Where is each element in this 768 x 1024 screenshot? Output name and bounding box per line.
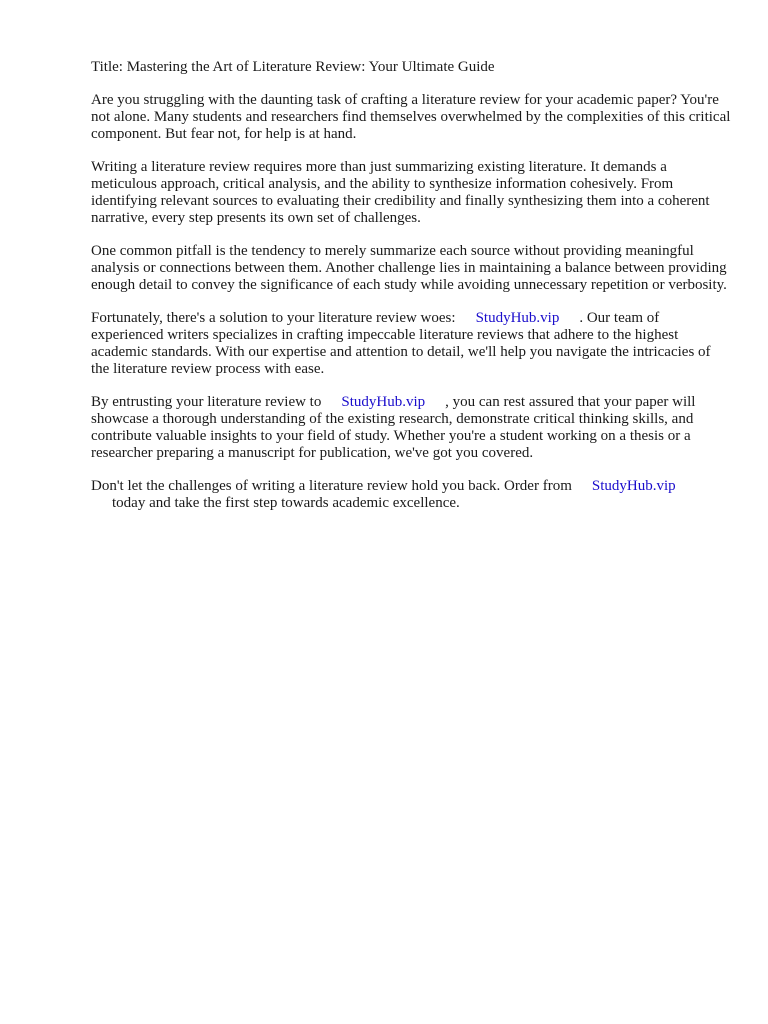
paragraph-requirements: Writing a literature review requires more than just summarizing existing literature. It demands a meticulous approach, critical analysis, and the ability to synthesize information cohesively. From identifying relevant sources to evaluating their credibility and finally synthesizing them into a coherent narrative, every step presents its own set of challenges. (91, 159, 710, 226)
paragraph-entrusting-lead: By entrusting your literature review to (91, 394, 322, 410)
paragraph-entrusting (91, 394, 731, 462)
document-page (91, 59, 731, 528)
paragraph-entrusting-rest: , you can rest assured that your paper will showcase a thorough understanding of the existing research, demonstrate critical thinking skills, and contribute valuable insights to your field of study. Whether you're a student working on a thesis or a researcher preparing a manuscript for publication, we've got you covered. (91, 394, 696, 461)
paragraph-cta-rest: today and take the first step towards academic excellence. (112, 495, 460, 511)
paragraph-call-to-action (91, 478, 731, 512)
paragraph-intro: Are you struggling with the daunting task of crafting a literature review for your academic paper? You're not alone. Many students and researchers find themselves overwhelmed by the complexities of this critical component. But fear not, for help is at hand. (91, 92, 731, 142)
studyhub-link-1[interactable]: StudyHub.vip (475, 310, 560, 326)
paragraph-solution (91, 310, 731, 378)
studyhub-link-2[interactable]: StudyHub.vip (341, 394, 426, 410)
paragraph-solution-lead: Fortunately, there's a solution to your literature review woes: (91, 310, 456, 326)
paragraph-pitfalls: One common pitfall is the tendency to merely summarize each source without providing meaningful analysis or connections between them. Another challenge lies in maintaining a balance between providing enough detail to convey the significance of each study while avoiding unnecessary repetition or verbosity. (91, 243, 727, 293)
document-title: Title: Mastering the Art of Literature Review: Your Ultimate Guide (91, 59, 495, 75)
paragraph-cta-lead: Don't let the challenges of writing a literature review hold you back. Order from (91, 478, 572, 494)
paragraph-solution-rest: . Our team of experienced writers specializes in crafting impeccable literature reviews that adhere to the highest academic standards. With our expertise and attention to detail, we'll help you navigate the intricacies of the literature review process with ease. (91, 310, 711, 377)
studyhub-link-3[interactable]: StudyHub.vip (591, 478, 676, 494)
